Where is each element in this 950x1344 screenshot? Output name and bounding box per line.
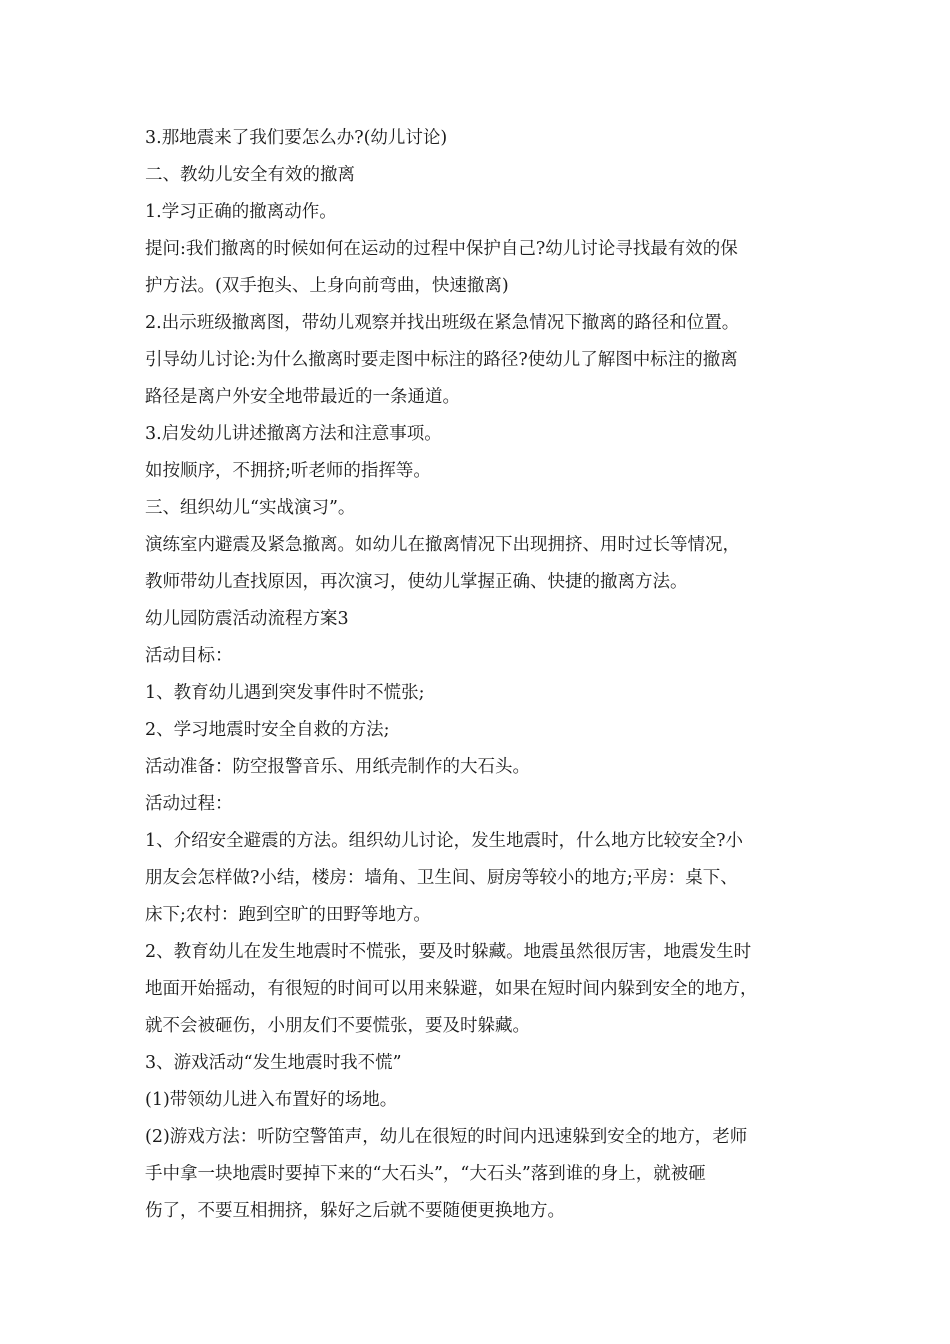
- text-line: 护方法。(双手抱头、上身向前弯曲，快速撤离): [145, 276, 509, 296]
- text-line: 地面开始摇动，有很短的时间可以用来躲避，如果在短时间内躲到安全的地方，: [145, 979, 758, 999]
- text-line: 床下;农村：跑到空旷的田野等地方。: [145, 905, 431, 925]
- text-line: 1、介绍安全避震的方法。组织幼儿讨论，发生地震时，什么地方比较安全?小: [145, 831, 744, 851]
- text-line: 活动过程：: [145, 794, 233, 814]
- text-line: 提问:我们撤离的时候如何在运动的过程中保护自己?幼儿讨论寻找最有效的保: [145, 239, 738, 259]
- text-line: 就不会被砸伤，小朋友们不要慌张，要及时躲藏。: [145, 1016, 530, 1036]
- text-line: 3.那地震来了我们要怎么办?(幼儿讨论): [145, 128, 448, 148]
- text-line: 2、学习地震时安全自救的方法;: [145, 720, 390, 740]
- text-line: 3.启发幼儿讲述撤离方法和注意事项。: [145, 424, 442, 444]
- text-line: 引导幼儿讨论:为什么撤离时要走图中标注的路径?使幼儿了解图中标注的撤离: [145, 350, 738, 370]
- text-line: 3、游戏活动“发生地震时我不慌”: [145, 1053, 402, 1073]
- document-body: [145, 120, 825, 1230]
- text-line: (2)游戏方法：听防空警笛声，幼儿在很短的时间内迅速躲到安全的地方，老师: [145, 1127, 748, 1147]
- document-heading: 幼儿园防震活动流程方案3: [145, 609, 349, 629]
- text-line: 活动准备：防空报警音乐、用纸壳制作的大石头。: [145, 757, 530, 777]
- section-heading: 三、组织幼儿“实战演习”。: [145, 498, 356, 518]
- text-line: 1、教育幼儿遇到突发事件时不慌张;: [145, 683, 425, 703]
- section-heading: 二、教幼儿安全有效的撤离: [145, 165, 355, 185]
- text-line: 演练室内避震及紧急撤离。如幼儿在撤离情况下出现拥挤、用时过长等情况，: [145, 535, 740, 555]
- text-line: (1)带领幼儿进入布置好的场地。: [145, 1090, 398, 1110]
- text-line: 如按顺序，不拥挤;听老师的指挥等。: [145, 461, 431, 481]
- text-line: 手中拿一块地震时要掉下来的“大石头”，“大石头”落到谁的身上，就被砸: [145, 1164, 706, 1184]
- text-line: 朋友会怎样做?小结，楼房：墙角、卫生间、厨房等较小的地方;平房：桌下、: [145, 868, 738, 888]
- text-line: 路径是离户外安全地带最近的一条通道。: [145, 387, 460, 407]
- text-line: 2.出示班级撤离图，带幼儿观察并找出班级在紧急情况下撤离的路径和位置。: [145, 313, 740, 333]
- text-line: 教师带幼儿查找原因，再次演习，使幼儿掌握正确、快捷的撤离方法。: [145, 572, 688, 592]
- text-line: 伤了，不要互相拥挤，躲好之后就不要随便更换地方。: [145, 1201, 565, 1221]
- text-line: 2、教育幼儿在发生地震时不慌张，要及时躲藏。地震虽然很厉害，地震发生时: [145, 942, 752, 962]
- text-line: 活动目标：: [145, 646, 233, 666]
- text-line: 1.学习正确的撤离动作。: [145, 202, 337, 222]
